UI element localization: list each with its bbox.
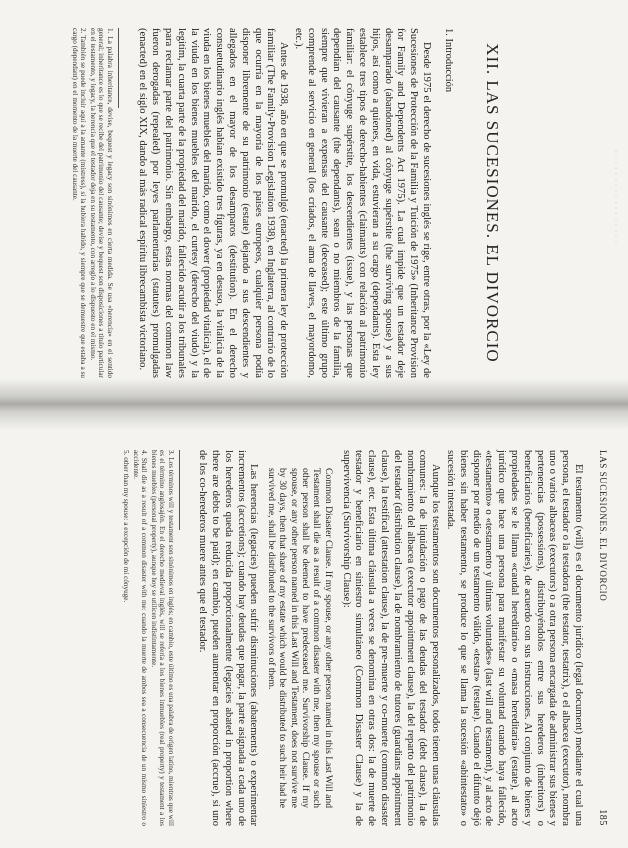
page-number: 185 [597,809,608,826]
footnote-rule [118,28,119,108]
book-gutter [0,378,628,430]
right-footnotes [120,450,175,826]
footnote: 4. Shall die as a result of a common disaster with me: cuando la muerte de ambos sea a consecuencia de un mismo siniestro o accidente. [131,450,149,826]
left-page [0,22,628,384]
clause-quote: Common Disaster Clause. If my spouse, or any other person named in this Last Will and Testament shall die as a result of a common disaster with me, then my spouse or such other person shall be deemed to have predeceased me. Survivorship Clause. If my spouse, or any other person named in this Last Will and Testament, does not survive me by 30 days, then that share of my estate which would be distributed to such heir had he survived me, shall be distributed to the survivors of them. [265,468,334,808]
footnote-rule [179,450,180,530]
footnote: 3. Los términos will y testament son sinónimos en inglés; en cambio, este último es una palabra de origen latino, mientras que will es el término anglosajón. En el derecho medieval inglés, will se refería a los bienes inmuebles (real property) y testament a los bienes muebles (personal property), aunque hoy se utilicen indistintamente. [149,450,175,826]
running-head [598,450,608,826]
chapter-title: XII. LAS SUCESIONES. EL DIVORCIO [483,43,502,363]
footnote: 5. other than my spouse: a excepción de mi cónyuge. [122,450,131,603]
paragraph: Desde 1975 el derecho de sucesiones inglés se rige, entre otras, por la «Ley de Sucesiones de Protección de la Familia y Tuición de 1975» (Inheritance Provision for Family and Dependents Act 1975). La cual impide que un testador deje desamparado (abandoned) al cónyuge supérstite (the surviving spouse) y a sus hijos, así como a quienes, en vida, estuvieran a su cargo (dependants). Esta ley establece tres tipos de derecho-habientes (claimants) con relación al patrimonio familiar: el cónyuge supérstite, los descendientes (issue), y las personas que dependían del causante (the dependants), sean o no miembros de la familia, siempre que vivieran a expensas del causante (deceased); este último grupo comprende al servicio en general (los criados, el ama de llaves, el mayordomo, etc.). [293,28,432,378]
running-head-title: LAS SUCESIONES. EL DIVORCIO [598,450,608,602]
paragraph: Antes de 1938, año en que se promulgó (enacted) la primera ley de protección familiar (The Family-Provision Legislation 1938), en Inglaterra, al contrario de lo que ocurría en la mayoría de los países europeos, cualquier persona podía disponer libremente de su patrimonio (estate) dejando a sus descendientes y allegados en el mayor de los desamparos (destitution). En el derecho consuetudinario inglés habían existido tres figuras, ya en desuso, la vitalicia de la viuda en los bienes muebles del marido, como el dower (propiedad vitalicia), el de la viuda en los bienes muebles del marido, el curtesy (derecho del viudo) y la legitim, la cuarta parte de la propiedad del marido, fallecido acudir a los tribunales para reclamar parte del patrimonio. Sin embargo, estas normas del common law fueron derogadas (repealed) por leyes parlamentarias (statutes) promulgadas (enacted) en el siglo XIX, dando al más radical espíritu librecambista victoriano. [137,28,290,378]
paragraph: Aunque los testamentos son documentos personalizados, todos tienen unas cláusulas comunes: la de liquidación o pago de las deudas del testador (debt clause), la de nombramiento del albacea (executor appointment clause), la del reparto del patrimonio del testador (distribution clause), la de nombramiento de tutores (guardians appointment clause), la testifical (attestation clause), la de pre-muerte y co-muerte (common disaster clause), etc. Esta última cláusula a veces se denomina en otras dos: la de muerte de testador y beneficiario en siniestro simultáneo (Common Disaster Clause) y la de supervivencia (Survivorship Clause): [340,450,442,826]
paragraph: El testamento (will) es el documento jurídico (legal document) mediante el cual una persona, el testador o la testadora (the testator, testatrix), o el albacea (executor), nombra uno o varios albaceas (executors) o a otra persona encargada de administrar sus bienes y pertenencias (possessions), distribuyéndolos entre sus herederos (inheritors) o beneficiarios (beneficiaries), de acuerdo con sus instrucciones. Al conjunto de bienes y propiedades se le llama «caudal hereditario» o «masa hereditaria» (estate), al acto jurídico que hace una persona para manifestar su voluntad cuando haya fallecido, «testamento» o «testamento y últimas voluntades» (last will and testament), y al acto de disponer por medio de un testamento válido, «testar» (testate). Cuando el difunto dejó bienes sin haber testamento, se produce lo que se llama la sucesión «abintestato» o sucesión intestada. [445,450,584,826]
section-heading: 1. Introducción [443,28,454,93]
left-body-text [134,28,432,378]
left-footnotes [69,28,114,378]
right-body-text [193,450,584,826]
show-through-text: · · · · · · · · · · · · · · · · · [611,150,620,244]
footnote: 1. La palabra inheritance, devise, bequest y legacy son sinónimos en cierta medida. Se usa «herencia» en el sentido general; inheritance es lo que se recibe del patrimonio del causante; devise y bequest son disposiciones a título particular en el testamento, y legacy, la herencia que el testador deja en su testamento, con arreglo a lo dispuesto en el mismo. [88,28,114,378]
footnote: 2. También se puede incluir aquí a la amante (mistress), si la hubiera habido, y siempre que se demuestre que estaba a su cargo (dependant) en el momento de la muerte del causante. [70,28,88,378]
paragraph: Las herencias (legacies) pueden sufrir disminuciones (abatements) o experimentar incrementos (accretions); cuando hay deudas que pagar, la parte asignada a cada uno de los herederos queda reducida proporcionalmente (legacies abated in proportion where there are debts to be paid); en cambio, pueden aumentar en proporción (accrue), si uno de los co-herederos muere antes que el testador. [197,450,260,826]
right-page [0,440,628,834]
